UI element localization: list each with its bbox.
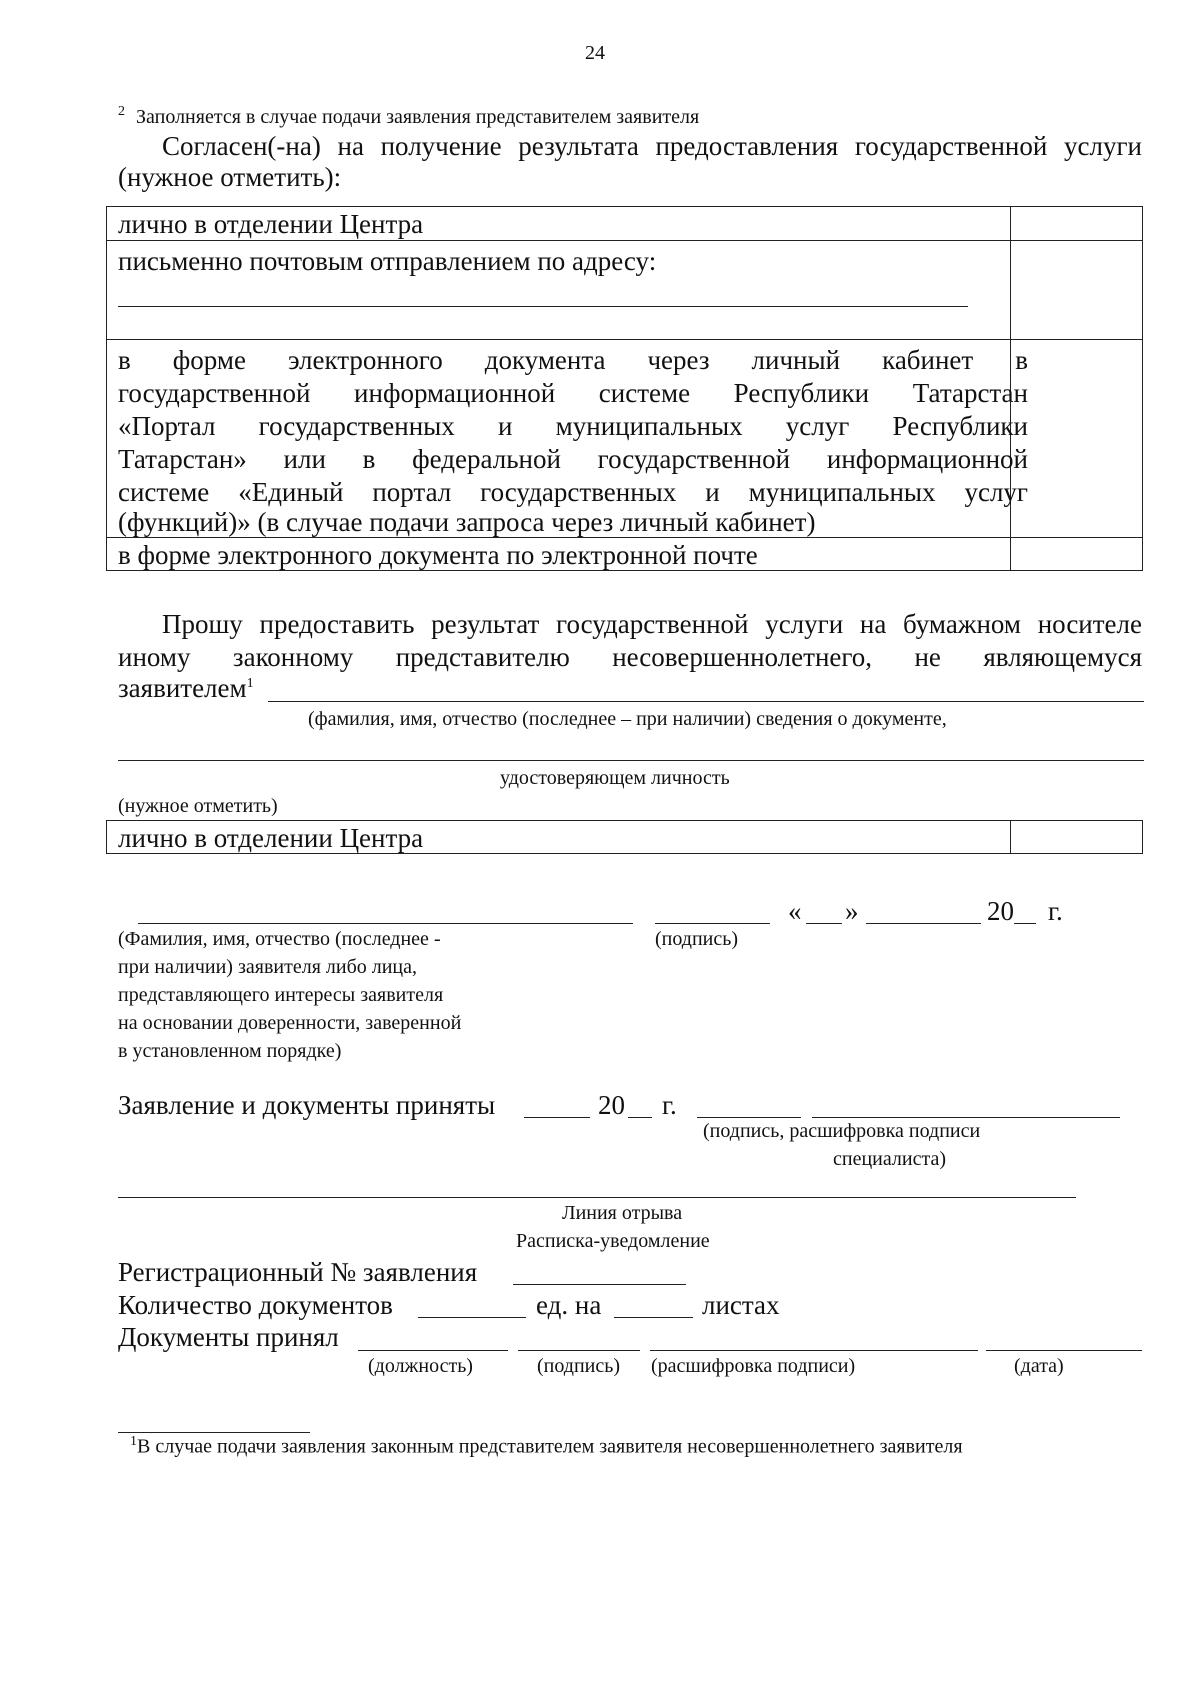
- recipient-field-line[interactable]: [268, 701, 1144, 702]
- recipient-caption-1: (фамилия, имя, отчество (последнее – при наличии) сведения о документе,: [308, 708, 947, 730]
- date-line[interactable]: [986, 1350, 1142, 1351]
- option-text-line: системе «Единый портал государственных и муниципальных услуг: [118, 477, 1028, 507]
- date-quote-open: «: [788, 896, 802, 926]
- sign-caption-receipt: (подпись): [537, 1355, 621, 1377]
- date-quote-close: »: [845, 896, 859, 926]
- tear-line-label: Линия отрыва: [562, 1202, 683, 1224]
- option-in-person-checkbox[interactable]: [1014, 209, 1138, 237]
- date-month-line[interactable]: [866, 923, 981, 924]
- footnote-bottom: [130, 1434, 963, 1459]
- applicant-name-line[interactable]: [138, 923, 633, 924]
- doc-count-label: Количество документов: [118, 1290, 393, 1320]
- option-text-line: в форме электронного документа через личный кабинет в: [118, 345, 1028, 375]
- footnote-ref: 1: [246, 676, 254, 691]
- recipient-field-line-2[interactable]: [118, 760, 1144, 761]
- tear-line: [118, 1197, 1076, 1198]
- footnote-separator: [118, 1432, 310, 1433]
- request-line-2: иному законному представителю несовершеннолетнего, не являющемуся: [118, 642, 1142, 672]
- date-year-line[interactable]: [1014, 923, 1036, 924]
- page-number: 24: [585, 42, 605, 64]
- accepted-label: Заявление и документы приняты: [118, 1090, 496, 1120]
- request-option-checkbox[interactable]: [1014, 823, 1138, 851]
- sign-caption: (подпись): [655, 928, 739, 950]
- receipt-title: Расписка-уведомление: [516, 1230, 710, 1252]
- position-line[interactable]: [358, 1350, 508, 1351]
- applicant-sign-line[interactable]: [655, 923, 770, 924]
- caption-line: при наличии) заявителя либо лица,: [118, 956, 418, 978]
- footnote-mark: 1: [130, 1434, 137, 1449]
- option-post: письменно почтовым отправлением по адресу:: [118, 246, 657, 276]
- request-line-3: [118, 673, 254, 704]
- accepted-date-line[interactable]: [524, 1117, 590, 1118]
- reg-number-line[interactable]: [513, 1284, 686, 1285]
- sheets-count-line[interactable]: [614, 1317, 693, 1318]
- accepted-year-prefix: 20: [598, 1090, 625, 1120]
- accepted-caption-2: специалиста): [833, 1148, 946, 1170]
- option-text-line: (функций)» (в случае подачи запроса через личный кабинет): [118, 507, 816, 537]
- decode-caption: (расшифровка подписи): [651, 1355, 856, 1377]
- footnote-text: В случае подачи заявления законным представителем заявителя несовершеннолетнего заявителя: [137, 1435, 963, 1458]
- accepted-decode-line[interactable]: [812, 1117, 1120, 1118]
- caption-line: на основании доверенности, заверенной: [118, 1012, 462, 1034]
- option-email: в форме электронного документа по электронной почте: [118, 540, 758, 570]
- option-electronic-cabinet-checkbox[interactable]: [1014, 343, 1138, 533]
- date-year-prefix: 20: [987, 896, 1014, 926]
- option-email-checkbox[interactable]: [1014, 541, 1138, 567]
- sheets-label: листах: [702, 1290, 780, 1320]
- caption-line: представляющего интересы заявителя: [118, 984, 444, 1006]
- footnote-mark: 2: [118, 104, 125, 119]
- footnote-text: Заполняется в случае подачи заявления представителем заявителя: [136, 105, 700, 128]
- accepted-year-line[interactable]: [628, 1117, 652, 1118]
- doc-count-line[interactable]: [418, 1317, 526, 1318]
- decode-line[interactable]: [650, 1350, 978, 1351]
- accepted-sign-line[interactable]: [697, 1117, 801, 1118]
- mark-note: (нужное отметить): [118, 795, 278, 817]
- date-year-suffix: г.: [1048, 896, 1063, 926]
- request-recipient-label: заявителем: [118, 673, 247, 703]
- accepted-by-label: Документы принял: [118, 1322, 339, 1352]
- option-in-person: лично в отделении Центра: [118, 209, 424, 239]
- date-day-line[interactable]: [806, 923, 842, 924]
- option-text-line: Татарстан» или в федеральной государственной информационной: [118, 444, 1028, 474]
- recipient-caption-2: удостоверяющем личность: [500, 767, 730, 789]
- doc-count-unit: ед. на: [536, 1290, 602, 1320]
- request-line-1: Прошу предоставить результат государственной услуги на бумажном носителе: [162, 609, 1142, 639]
- reg-number-label: Регистрационный № заявления: [118, 1257, 478, 1287]
- date-caption: (дата): [1014, 1355, 1064, 1377]
- accepted-year-suffix: г.: [662, 1090, 677, 1120]
- option-post-checkbox[interactable]: [1014, 244, 1138, 336]
- option-text-line: государственной информационной системе Республики Татарстан: [118, 378, 1028, 408]
- caption-line: (Фамилия, имя, отчество (последнее -: [118, 928, 441, 950]
- footnote-top: [118, 104, 699, 129]
- accepted-caption-1: (подпись, расшифровка подписи: [703, 1120, 981, 1142]
- request-option-in-person: лично в отделении Центра: [118, 823, 424, 853]
- consent-line-2: (нужное отметить):: [118, 162, 342, 192]
- sign-line[interactable]: [518, 1350, 640, 1351]
- option-text-line: «Портал государственных и муниципальных услуг Республики: [118, 411, 1028, 441]
- position-caption: (должность): [368, 1355, 473, 1377]
- caption-line: в установленном порядке): [118, 1040, 342, 1062]
- consent-line-1: Согласен(-на) на получение результата предоставления государственной услуги: [162, 131, 1142, 161]
